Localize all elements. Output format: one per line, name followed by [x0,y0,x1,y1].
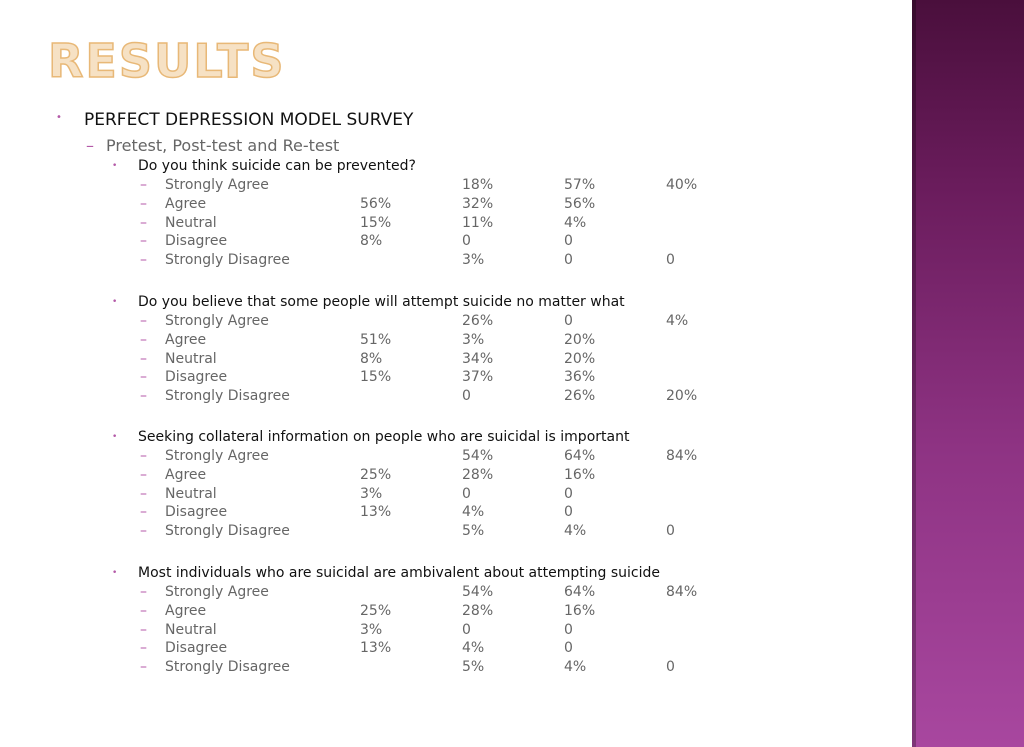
dash-icon: – [140,640,147,657]
value-col-4: 0 [666,252,675,269]
value-col-1: 13% [360,504,392,521]
value-col-1: 3% [360,621,383,638]
value-col-4: 84% [666,584,698,600]
response-label: Disagree [165,233,228,250]
dash-icon: – [140,252,147,269]
value-col-2: 18% [462,177,494,193]
value-col-2: 26% [462,313,494,329]
question-4 [112,565,660,581]
bullet-dot-icon: • [112,568,118,578]
value-col-2: 0 [462,388,471,405]
dash-icon: – [140,350,147,367]
question-text: Seeking collateral information on people who are suicidal is important [138,429,630,445]
question-text: Do you think suicide can be prevented? [138,158,416,174]
dash-icon: – [140,485,147,502]
value-col-2: 5% [462,659,485,676]
value-col-3: 0 [564,252,573,269]
response-label: Strongly Disagree [165,659,290,676]
value-col-1: 15% [360,369,392,386]
response-label: Agree [165,195,207,212]
response-label: Strongly Agree [165,448,269,464]
dash-icon: – [140,233,147,250]
response-label: Neutral [165,485,217,502]
value-col-2: 54% [462,584,494,600]
value-col-2: 5% [462,523,485,540]
sub-bullet [86,136,339,155]
response-label: Neutral [165,621,217,638]
value-col-3: 64% [564,448,596,464]
value-col-2: 3% [462,331,485,348]
dash-icon: – [140,504,147,521]
dash-icon: – [140,388,147,405]
value-col-2: 28% [462,602,494,619]
response-label: Strongly Agree [165,177,269,193]
value-col-3: 4% [564,523,587,540]
value-col-3: 64% [564,584,596,600]
value-col-4: 40% [666,177,698,193]
dash-icon: – [140,584,147,600]
dash-icon: – [140,523,147,540]
value-col-3: 4% [564,659,587,676]
question-text: Do you believe that some people will attempt suicide no matter what [138,294,625,310]
value-col-1: 13% [360,640,392,657]
survey-subheading: Pretest, Post-test and Re-test [106,136,340,155]
value-col-2: 4% [462,504,485,521]
response-label: Strongly Agree [165,584,269,600]
bullet-dot-icon: • [56,112,62,123]
value-col-1: 8% [360,233,383,250]
value-col-3: 0 [564,621,573,638]
response-label: Neutral [165,214,217,231]
value-col-4: 84% [666,448,698,464]
value-col-3: 0 [564,504,573,521]
value-col-1: 3% [360,485,383,502]
response-label: Strongly Agree [165,313,269,329]
response-label: Agree [165,602,207,619]
value-col-2: 34% [462,350,494,367]
dash-icon: – [140,177,147,193]
response-label: Disagree [165,369,228,386]
value-col-3: 0 [564,640,573,657]
decorative-sidebar [912,0,1024,747]
value-col-2: 4% [462,640,485,657]
dash-icon: – [140,466,147,483]
value-col-2: 11% [462,214,494,231]
value-col-4: 0 [666,659,675,676]
value-col-3: 0 [564,485,573,502]
value-col-3: 20% [564,350,596,367]
sidebar-edge [912,0,916,747]
value-col-2: 0 [462,621,471,638]
value-col-3: 36% [564,369,596,386]
question-text: Most individuals who are suicidal are ambivalent about attempting suicide [138,565,660,581]
value-col-2: 0 [462,485,471,502]
dash-icon: – [140,331,147,348]
value-col-2: 0 [462,233,471,250]
bullet-dot-icon: • [112,161,118,171]
value-col-2: 54% [462,448,494,464]
response-label: Strongly Disagree [165,252,290,269]
value-col-4: 4% [666,313,689,329]
value-col-3: 26% [564,388,596,405]
response-label: Disagree [165,640,228,657]
dash-icon: – [140,195,147,212]
value-col-3: 56% [564,195,596,212]
slide-title: RESULTS [48,34,286,88]
survey-heading: PERFECT DEPRESSION MODEL SURVEY [84,110,414,130]
value-col-2: 37% [462,369,494,386]
question-3 [112,429,629,445]
response-label: Strongly Disagree [165,523,290,540]
response-label: Agree [165,466,207,483]
response-label: Neutral [165,350,217,367]
response-label: Strongly Disagree [165,388,290,405]
dash-icon: – [140,621,147,638]
value-col-1: 25% [360,466,392,483]
dash-icon: – [140,313,147,329]
dash-icon: – [140,659,147,676]
dash-icon: – [140,602,147,619]
value-col-1: 56% [360,195,392,212]
dash-icon: – [140,214,147,231]
value-col-2: 3% [462,252,485,269]
value-col-4: 20% [666,388,698,405]
response-label: Disagree [165,504,228,521]
value-col-3: 0 [564,313,573,329]
value-col-3: 20% [564,331,596,348]
value-col-2: 32% [462,195,494,212]
value-col-4: 0 [666,523,675,540]
dash-icon: – [140,369,147,386]
bullet-dot-icon: • [112,432,118,442]
question-2 [112,294,625,310]
value-col-1: 25% [360,602,392,619]
value-col-1: 8% [360,350,383,367]
value-col-3: 16% [564,602,596,619]
value-col-2: 28% [462,466,494,483]
value-col-1: 51% [360,331,392,348]
value-col-3: 16% [564,466,596,483]
value-col-3: 57% [564,177,596,193]
question-1 [112,158,416,174]
value-col-1: 15% [360,214,392,231]
bullet-dot-icon: • [112,297,118,307]
value-col-3: 0 [564,233,573,250]
dash-icon: – [140,448,147,464]
response-label: Agree [165,331,207,348]
value-col-3: 4% [564,214,587,231]
dash-icon: – [86,136,94,155]
